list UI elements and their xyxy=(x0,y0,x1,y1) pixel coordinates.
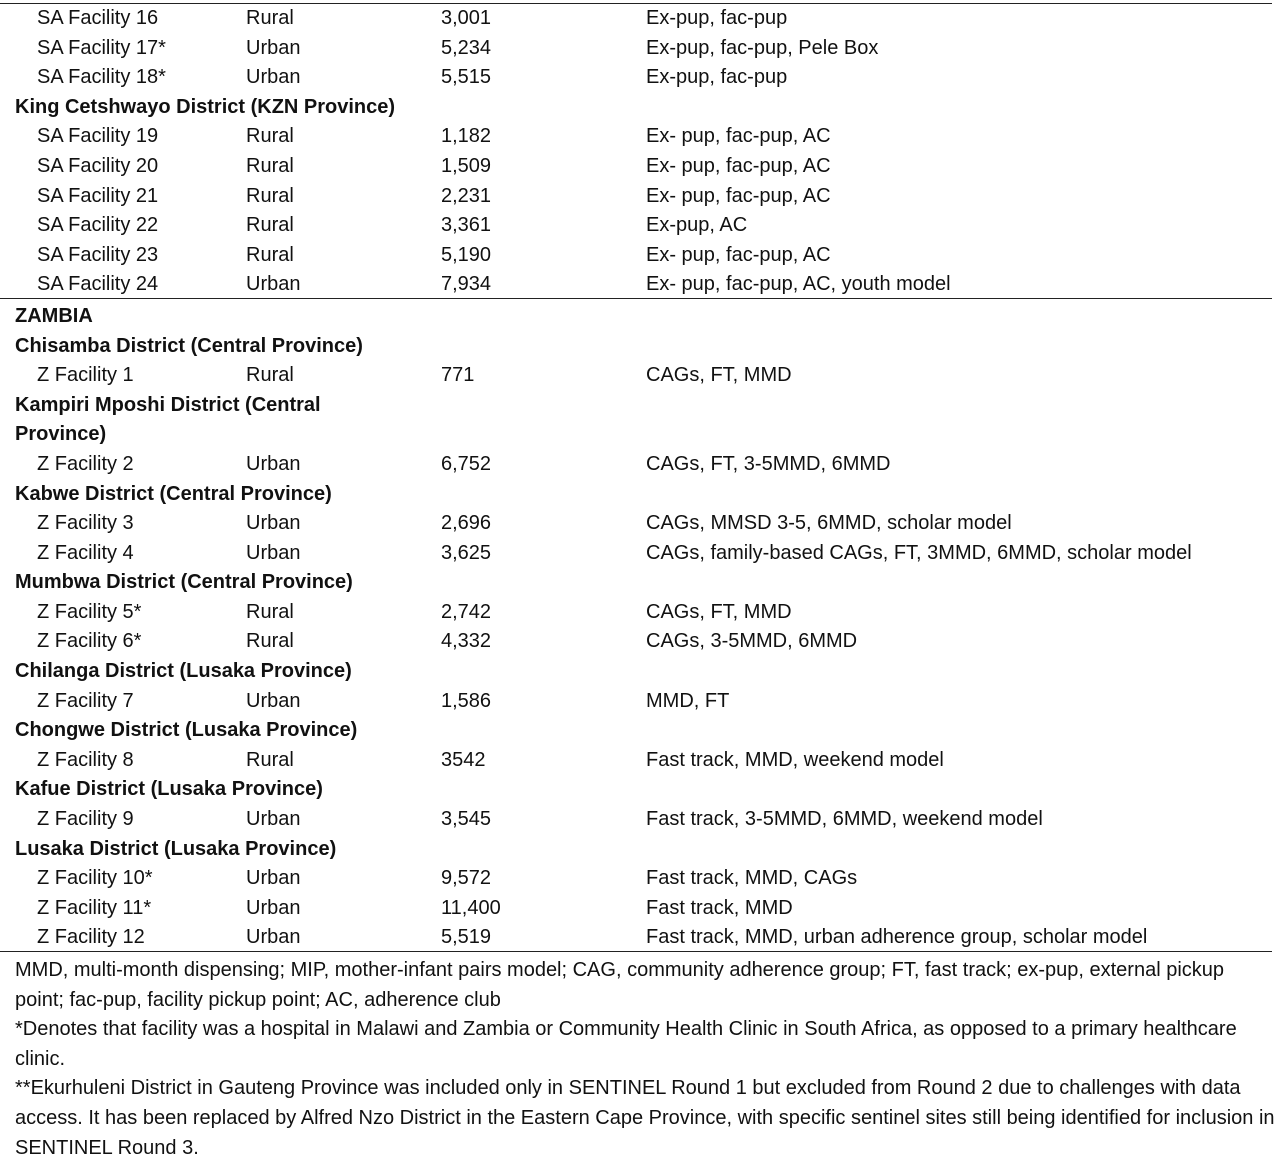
facility-name: SA Facility 22 xyxy=(37,214,159,237)
facility-name: Z Facility 12 xyxy=(37,926,145,949)
facility-table xyxy=(0,4,1272,953)
setting: Rural xyxy=(246,154,294,177)
facility-name: Z Facility 6* xyxy=(37,630,142,653)
district-title: Chisamba District (Central Province) xyxy=(15,334,363,357)
facility-name: SA Facility 23 xyxy=(37,243,159,266)
district-title: Kafue District (Lusaka Province) xyxy=(15,778,323,801)
dsd-models: Ex-pup, fac-pup xyxy=(646,7,788,29)
facility-name: Z Facility 8 xyxy=(37,748,134,771)
setting: Rural xyxy=(246,600,294,623)
district-title: Lusaka District (Lusaka Province) xyxy=(15,837,337,860)
facility-name: Z Facility 3 xyxy=(37,512,134,535)
table-row xyxy=(0,539,1272,569)
dsd-models: CAGs, FT, MMD xyxy=(646,600,792,623)
table-row xyxy=(0,63,1272,93)
setting: Urban xyxy=(246,808,301,831)
facility-name: Z Facility 10* xyxy=(37,867,153,890)
setting: Urban xyxy=(246,896,301,919)
table-row xyxy=(0,923,1272,953)
patient-count: 3,361 xyxy=(441,214,492,237)
patient-count: 2,742 xyxy=(441,600,492,623)
dsd-models: Fast track, MMD, CAGs xyxy=(646,867,858,890)
dsd-models: CAGs, FT, 3-5MMD, 6MMD xyxy=(646,452,891,475)
facility-name: SA Facility 18* xyxy=(37,66,166,89)
table-row xyxy=(0,211,1272,241)
dsd-models: Ex- pup, fac-pup, AC xyxy=(646,154,831,177)
facility-name: SA Facility 17* xyxy=(37,36,166,59)
facility-name: Z Facility 11* xyxy=(37,896,152,919)
district-header xyxy=(0,568,1272,598)
district-title: Kabwe District (Central Province) xyxy=(15,482,332,505)
abbreviations-note: MMD, multi-month dispensing; MIP, mother-infant pairs model; CAG, community adherence group; FT, fast track; ex-pup, external pickup point; fac-pup, facility pickup point; AC, adherence club xyxy=(15,959,1225,1011)
patient-count: 1,586 xyxy=(441,689,492,712)
district-header xyxy=(0,93,1272,123)
patient-count: 11,400 xyxy=(441,896,501,919)
patient-count: 2,696 xyxy=(441,512,492,535)
dsd-models: CAGs, FT, MMD xyxy=(646,364,792,387)
setting: Urban xyxy=(246,512,301,535)
table-row xyxy=(0,361,1272,391)
country-header xyxy=(0,302,1272,332)
patient-count: 1,182 xyxy=(441,125,492,148)
district-title: King Cetshwayo District (KZN Province) xyxy=(15,95,396,118)
setting: Urban xyxy=(246,66,301,89)
facility-name: Z Facility 9 xyxy=(37,808,134,831)
district-header xyxy=(0,835,1272,865)
district-title: Kampiri Mposhi District (Central Province) xyxy=(15,393,321,446)
setting: Rural xyxy=(246,243,294,266)
setting: Urban xyxy=(246,867,301,890)
dsd-models: Ex-pup, fac-pup xyxy=(646,66,788,89)
dsd-models: Ex-pup, AC xyxy=(646,214,748,237)
dsd-models: CAGs, 3-5MMD, 6MMD xyxy=(646,630,858,653)
patient-count: 5,519 xyxy=(441,926,492,949)
patient-count: 771 xyxy=(441,364,475,387)
setting: Urban xyxy=(246,273,301,296)
district-header xyxy=(0,657,1272,687)
patient-count: 3,625 xyxy=(441,541,492,564)
patient-count: 3,001 xyxy=(441,7,492,29)
facility-name: Z Facility 7 xyxy=(37,689,134,712)
table-row xyxy=(0,864,1272,894)
setting: Rural xyxy=(246,7,294,29)
setting: Rural xyxy=(246,748,294,771)
facility-name: Z Facility 4 xyxy=(37,541,134,564)
patient-count: 3542 xyxy=(441,748,486,771)
double-asterisk-note: **Ekurhuleni District in Gauteng Province was included only in SENTINEL Round 1 but excluded from Round 2 due to challenges with data access. It has been replaced by Alfred Nzo District in the Eastern Cape Province, with specific sentinel sites still being identified for inclusion in SENTINEL Round 3. xyxy=(15,1077,1275,1159)
dsd-models: Fast track, 3-5MMD, 6MMD, weekend model xyxy=(646,808,1043,831)
table-row xyxy=(0,34,1272,64)
district-title: Chongwe District (Lusaka Province) xyxy=(15,719,358,742)
table-row xyxy=(0,805,1272,835)
facility-name: SA Facility 20 xyxy=(37,154,159,177)
table-row xyxy=(0,182,1272,212)
table-row xyxy=(0,687,1272,717)
district-header xyxy=(0,332,1272,362)
dsd-models: Ex- pup, fac-pup, AC, youth model xyxy=(646,273,951,296)
patient-count: 9,572 xyxy=(441,867,492,890)
setting: Rural xyxy=(246,214,294,237)
facility-name: SA Facility 16 xyxy=(37,7,159,29)
setting: Urban xyxy=(246,926,301,949)
patient-count: 1,509 xyxy=(441,154,492,177)
table-row xyxy=(0,270,1272,300)
setting: Rural xyxy=(246,630,294,653)
table-footnotes xyxy=(15,956,1277,1163)
facility-name: Z Facility 1 xyxy=(37,364,134,387)
patient-count: 2,231 xyxy=(441,184,492,207)
asterisk-note: *Denotes that facility was a hospital in Malawi and Zambia or Community Health Clinic in South Africa, as opposed to a primary healthcare clinic. xyxy=(15,1018,1237,1070)
table-row xyxy=(0,746,1272,776)
table-row xyxy=(0,509,1272,539)
patient-count: 4,332 xyxy=(441,630,492,653)
table-row xyxy=(0,894,1272,924)
dsd-models: CAGs, MMSD 3-5, 6MMD, scholar model xyxy=(646,512,1012,535)
district-title: Mumbwa District (Central Province) xyxy=(15,571,353,594)
dsd-models: Ex-pup, fac-pup, Pele Box xyxy=(646,36,879,59)
table-row xyxy=(0,627,1272,657)
setting: Rural xyxy=(246,364,294,387)
table-row xyxy=(0,241,1272,271)
patient-count: 7,934 xyxy=(441,273,492,296)
facility-name: SA Facility 21 xyxy=(37,184,159,207)
country-title: ZAMBIA xyxy=(15,304,93,327)
dsd-models: MMD, FT xyxy=(646,689,730,712)
district-header xyxy=(0,480,1272,510)
patient-count: 5,234 xyxy=(441,36,492,59)
dsd-models: Fast track, MMD, urban adherence group, scholar model xyxy=(646,926,1148,949)
setting: Urban xyxy=(246,541,301,564)
facility-name: Z Facility 2 xyxy=(37,452,134,475)
district-title: Chilanga District (Lusaka Province) xyxy=(15,660,352,683)
dsd-models: CAGs, family-based CAGs, FT, 3MMD, 6MMD, scholar model xyxy=(646,541,1192,564)
facility-name: Z Facility 5* xyxy=(37,600,142,623)
table-row xyxy=(0,598,1272,628)
table-row xyxy=(0,152,1272,182)
setting: Urban xyxy=(246,452,301,475)
dsd-models: Ex- pup, fac-pup, AC xyxy=(646,184,831,207)
dsd-models: Fast track, MMD xyxy=(646,896,793,919)
dsd-models: Ex- pup, fac-pup, AC xyxy=(646,125,831,148)
dsd-models: Ex- pup, fac-pup, AC xyxy=(646,243,831,266)
patient-count: 5,190 xyxy=(441,243,492,266)
setting: Rural xyxy=(246,125,294,148)
facility-name: SA Facility 24 xyxy=(37,273,159,296)
district-header xyxy=(0,391,1272,450)
setting: Urban xyxy=(246,689,301,712)
facility-name: SA Facility 19 xyxy=(37,125,159,148)
setting: Urban xyxy=(246,36,301,59)
patient-count: 6,752 xyxy=(441,452,492,475)
district-header xyxy=(0,716,1272,746)
patient-count: 3,545 xyxy=(441,808,492,831)
table-row xyxy=(0,4,1272,34)
table-row xyxy=(0,122,1272,152)
dsd-models: Fast track, MMD, weekend model xyxy=(646,748,944,771)
setting: Rural xyxy=(246,184,294,207)
patient-count: 5,515 xyxy=(441,66,492,89)
district-header xyxy=(0,775,1272,805)
table-row xyxy=(0,450,1272,480)
